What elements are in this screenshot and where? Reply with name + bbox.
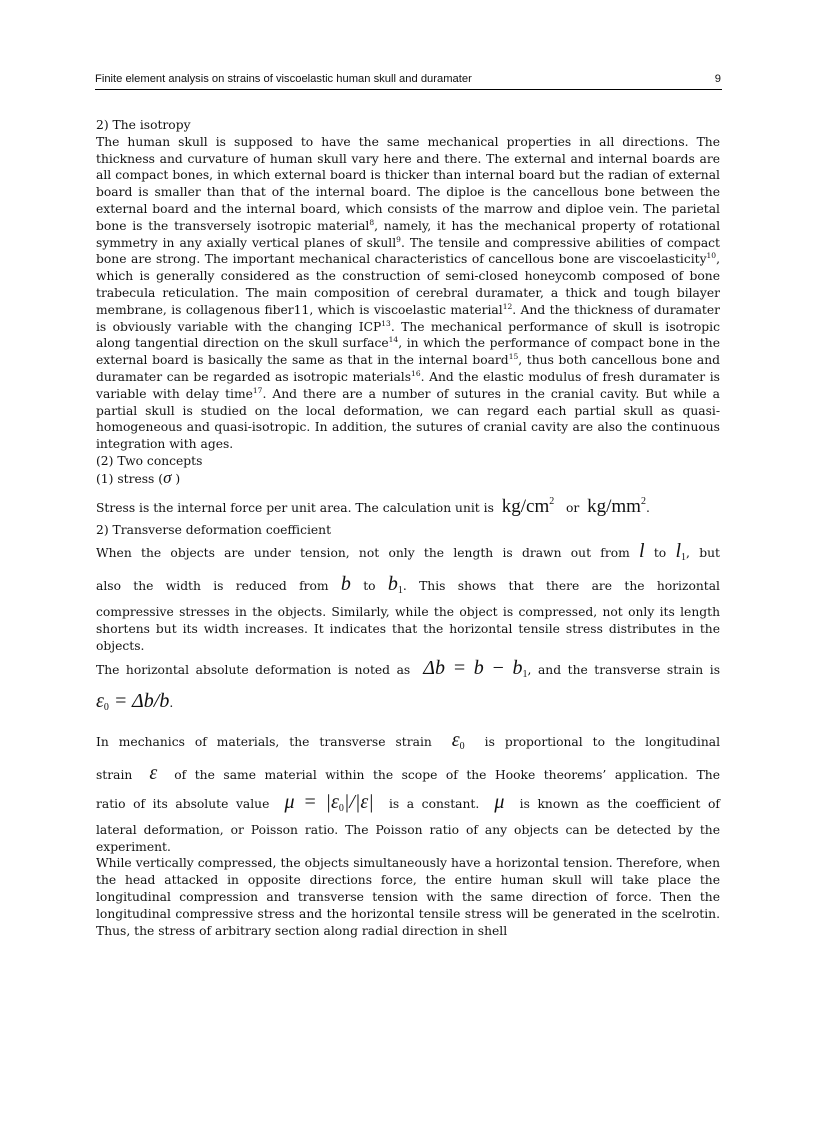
isotropy-text-8: , thus both cancellous bone and duramater can be regarded as isotropic materials (96, 353, 721, 384)
unit-kg-mm: kg/mm (587, 495, 641, 517)
reference-14: 14 (388, 335, 399, 345)
eps0-equation (96, 690, 169, 712)
stress-definition (96, 488, 720, 522)
tension-line (96, 538, 720, 571)
width-end: . This shows that there are the horizontal (402, 579, 720, 594)
symbol-b1 (388, 573, 403, 595)
stress-heading-text: (1) stress ( (96, 471, 164, 486)
unit-kg-cm2 (502, 496, 555, 517)
reference-9: 9 (396, 234, 401, 244)
running-header (95, 71, 722, 90)
strain-text: of the same material within the scope of the Hooke theorems’ application. The (174, 767, 720, 782)
period: . (645, 500, 650, 515)
final-paragraph: While vertically compressed, the objects simultaneously have a horizontal tension. Therefore, when the head attacked in opposite directions force, the entire human skull will take place the longitudinal compression and transverse tension with the same direction of force. Then the longitudinal compressive stress and the horizontal tensile stress will be generated in the scelrotin. Thus, the stress of arbitrary section along radial direction in shell (96, 856, 720, 938)
tension-text: When the objects are under tension, not only the length is drawn out from (96, 546, 630, 561)
header-title: Finite element analysis on strains of viscoelastic human skull and duramater (95, 73, 472, 85)
mu-expr-a: = |ε (294, 790, 339, 813)
isotropy-text-9: . And the elastic modulus of fresh duramater is variable with delay time (96, 369, 720, 401)
ratio-end: is known as the coefficient of (519, 796, 720, 811)
lateral-paragraph: lateral deformation, or Poisson ratio. The Poisson ratio of any objects can be detected by the experiment. (96, 822, 720, 854)
eps0-equation-line (96, 688, 720, 721)
mu-expr-sub: 0 (338, 802, 344, 814)
width-line (96, 571, 720, 604)
sigma-symbol: σ (163, 467, 172, 487)
isotropy-text-1: The human skull is supposed to have the same mechanical properties in all directions. The thickness and curvature of human skull vary here and there. The external and internal boards are all compact bones, in which external board is thicker than internal board but the radian of external board is smaller than that of the internal board. The diploe is the cancellous bone between the external board and the internal board, which consists of the marrow and diploe vein. The parietal bone is the transversely isotropic material (96, 134, 720, 233)
to-word-1: to (653, 546, 667, 561)
delta-b-sub: 1 (522, 668, 528, 680)
delta-b-equation (423, 657, 527, 679)
reference-17: 17 (252, 385, 263, 395)
ratio-constant: is a constant. (388, 796, 480, 811)
symbol-l1-base: l (675, 540, 682, 563)
isotropy-paragraph (96, 134, 720, 453)
compress-paragraph: compressive stresses in the objects. Similarly, while the object is compressed, not only its length shortens but its width increases. It indicates that the horizontal tensile stress distributes in the objects. (96, 605, 720, 653)
transverse-heading: 2) Transverse deformation coefficient (96, 522, 332, 537)
symbol-b1-sub: 1 (397, 585, 403, 597)
stress-heading (96, 467, 720, 488)
isotropy-text-6: . The mechanical performance of skull is isotropic along tangential direction on the skull surface (96, 319, 720, 351)
period-2: . (169, 695, 174, 710)
mu-expr-b: |/|ε| (343, 790, 374, 813)
strain-word: strain (96, 767, 133, 782)
mechanics-text: In mechanics of materials, the transverse strain (96, 734, 432, 749)
stress-heading-close: ) (171, 471, 181, 486)
reference-8: 8 (369, 217, 375, 227)
to-word-2: to (363, 579, 376, 594)
reference-13: 13 (381, 318, 391, 328)
isotropy-text-3: . The tensile and compressive abilities of compact bone are strong. The important mechanical characteristics of cancellous bone are viscoelasticity (96, 235, 721, 267)
poisson-equation (285, 791, 374, 813)
stress-definition-text: Stress is the internal force per unit area. The calculation unit is (96, 500, 494, 515)
tension-end: , but (686, 546, 720, 561)
eps0-base: ε (451, 728, 460, 751)
symbol-l1-sub: 1 (681, 552, 687, 564)
mu-symbol-2: μ (494, 790, 505, 813)
reference-12: 12 (502, 301, 513, 311)
mechanics-line (96, 727, 720, 760)
eps-symbol-2: ε (149, 761, 158, 784)
horizontal-end: , and the transverse strain is (527, 662, 721, 677)
isotropy-text-5: . And the thickness of duramater is obviously variable with the changing ICP (96, 302, 720, 334)
horizontal-text: The horizontal absolute deformation is noted as (96, 662, 411, 677)
symbol-l1 (675, 540, 686, 562)
unit-exponent-2: 2 (640, 495, 646, 507)
unit-kg-mm2 (587, 496, 646, 517)
body-text (96, 117, 720, 939)
or-word: or (565, 500, 580, 515)
eps0-symbol (452, 729, 465, 751)
unit-kg-cm: kg/cm (501, 495, 550, 517)
two-concepts-heading: (2) Two concepts (96, 453, 203, 468)
symbol-b1-base: b (387, 573, 398, 596)
ratio-line (96, 789, 720, 822)
symbol-l: l (639, 540, 645, 563)
symbol-b: b (340, 573, 351, 596)
eps-sub: 0 (103, 701, 109, 713)
isotropy-text-4: , which is generally considered as the construction of semi-closed honeycomb composed of bone trabecula reticulation. The main composition of cerebral duramater, a thick and tough bilayer membrane, is collagenous fiber11, which is viscoelastic material (96, 252, 720, 317)
mu-symbol: μ (284, 790, 295, 813)
reference-16: 16 (411, 368, 421, 378)
width-text: also the width is reduced from (96, 579, 329, 594)
eps0-sub: 0 (459, 740, 465, 752)
unit-exponent-1: 2 (549, 495, 555, 507)
isotropy-text-2: , namely, it has the mechanical property of rotational symmetry in any axially vertical planes of skull (96, 218, 721, 250)
strain-line (96, 760, 720, 789)
horizontal-line (96, 655, 720, 688)
isotropy-text-7: , in which the performance of compact bone in the external board is basically the same as that in the internal board (96, 336, 720, 368)
eps0-expr: = Δb/b (108, 689, 170, 712)
ratio-text: ratio of its absolute value (96, 796, 270, 811)
mechanics-end: is proportional to the longitudinal (484, 734, 721, 749)
isotropy-text-10: . And there are a number of sutures in the cranial cavity. But while a partial skull is studied on the local deformation, we can regard each partial skull as quasi-homogeneous and quasi-isotropic. In addition, the sutures of cranial cavity are also the continuous integration with ages. (96, 386, 720, 452)
eps-symbol: ε (96, 689, 104, 712)
isotropy-heading: 2) The isotropy (96, 118, 191, 132)
reference-10: 10 (706, 251, 717, 261)
page-number: 9 (714, 73, 721, 85)
reference-15: 15 (508, 352, 519, 362)
delta-b-expr: Δb = b − b (423, 656, 523, 679)
